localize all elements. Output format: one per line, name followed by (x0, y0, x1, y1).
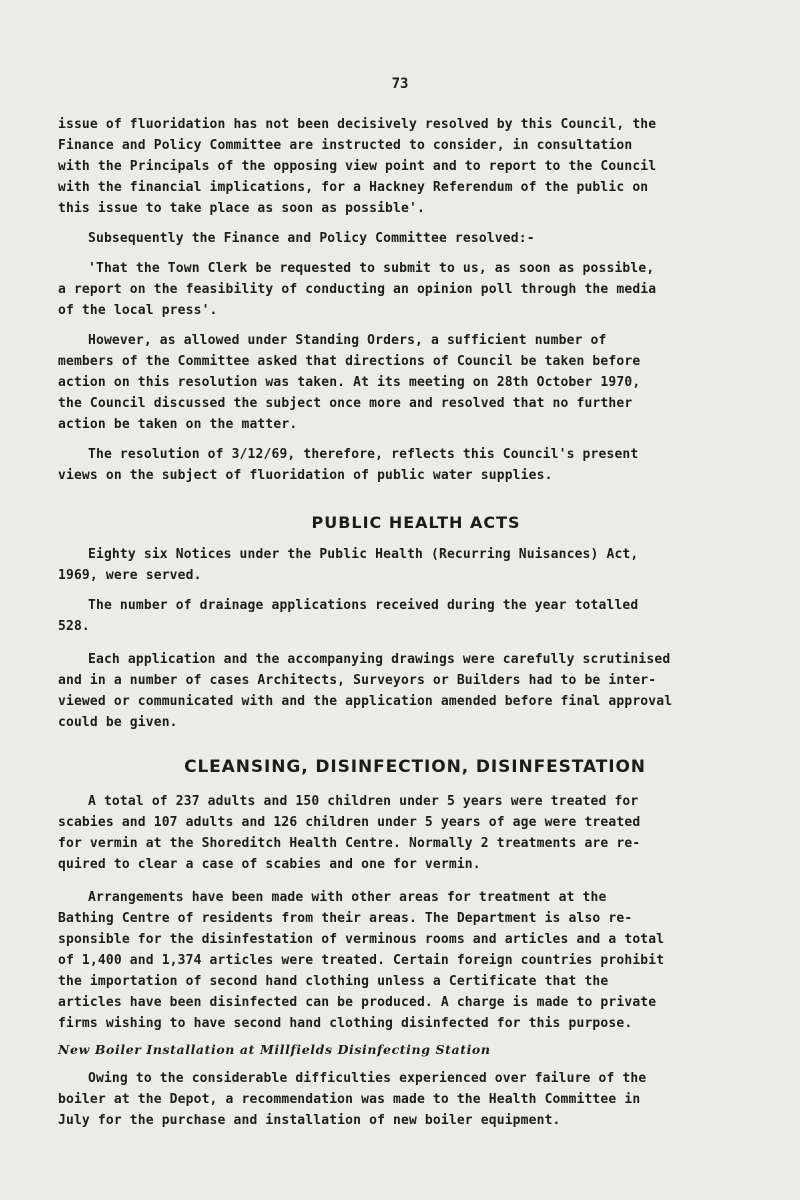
text-line: the Council discussed the subject once more and resolved that no further (58, 396, 633, 411)
text-line: July for the purchase and installation of new boiler equipment. (58, 1113, 561, 1128)
text-line: boiler at the Depot, a recommendation was made to the Health Committee in (58, 1092, 641, 1107)
text-line: views on the subject of fluoridation of public water supplies. (58, 468, 553, 483)
text-line: for vermin at the Shoreditch Health Centre. Normally 2 treatments are re- (58, 836, 641, 851)
text-line: could be given. (58, 715, 178, 730)
page-number: 73 (391, 76, 409, 92)
text-line: of 1,400 and 1,374 articles were treated. Certain foreign countries prohibit (58, 953, 665, 968)
text-line: Finance and Policy Committee are instructed to consider, in consultation (58, 138, 633, 153)
heading-cleansing: CLEANSING, DISINFECTION, DISINFESTATION (184, 757, 646, 777)
text-line: 1969, were served. (58, 568, 202, 583)
text-line: viewed or communicated with and the application amended before final approval (58, 694, 673, 709)
paragraph-applications (58, 649, 770, 733)
text-line: The resolution of 3/12/69, therefore, reflects this Council's present (88, 447, 639, 462)
text-line: 'That the Town Clerk be requested to submit to us, as soon as possible, (88, 261, 655, 276)
text-line: Arrangements have been made with other areas for treatment at the (88, 890, 607, 905)
document-body (58, 114, 770, 1131)
text-line: articles have been disinfected can be produced. A charge is made to private (58, 995, 657, 1010)
text-line: Eighty six Notices under the Public Health (Recurring Nuisances) Act, (88, 547, 639, 562)
text-line: Subsequently the Finance and Policy Committee resolved:- (88, 231, 535, 246)
text-line: The number of drainage applications received during the year totalled (88, 598, 639, 613)
text-line: action on this resolution was taken. At its meeting on 28th October 1970, (58, 375, 641, 390)
paragraph-arrangements (58, 887, 770, 1034)
paragraph-standing-orders (58, 330, 770, 435)
heading-public-health-acts: PUBLIC HEALTH ACTS (311, 513, 521, 532)
text-line: action be taken on the matter. (58, 417, 298, 432)
text-line: with the Principals of the opposing view point and to report to the Council (58, 159, 657, 174)
paragraph-committee-resolved (58, 228, 770, 249)
paragraph-scabies (58, 791, 770, 875)
text-line: quired to clear a case of scabies and one for vermin. (58, 857, 481, 872)
text-line: sponsible for the disinfestation of verminous rooms and articles and a total (58, 932, 665, 947)
text-line: firms wishing to have second hand clothing disinfected for this purpose. (58, 1016, 633, 1031)
text-line: 528. (58, 619, 90, 634)
text-line: Owing to the considerable difficulties experienced over failure of the (88, 1071, 647, 1086)
text-line: a report on the feasibility of conducting an opinion poll through the media (58, 282, 657, 297)
text-line: A total of 237 adults and 150 children under 5 years were treated for (88, 794, 639, 809)
text-line: scabies and 107 adults and 126 children under 5 years of age were treated (58, 815, 641, 830)
text-line: with the financial implications, for a Hackney Referendum of the public on (58, 180, 649, 195)
text-line: Each application and the accompanying drawings were carefully scrutinised (88, 652, 671, 667)
text-line: of the local press'. (58, 303, 218, 318)
paragraph-boiler (58, 1068, 770, 1131)
paragraph-town-clerk (58, 258, 770, 321)
text-line: issue of fluoridation has not been decisively resolved by this Council, the (58, 117, 657, 132)
text-line: and in a number of cases Architects, Surveyors or Builders had to be inter- (58, 673, 657, 688)
text-line: members of the Committee asked that directions of Council be taken before (58, 354, 641, 369)
paragraph-fluoridation-issue (58, 114, 770, 219)
text-line: the importation of second hand clothing unless a Certificate that the (58, 974, 609, 989)
subheading-boiler-installation: New Boiler Installation at Millfields Disinfecting Station (58, 1042, 491, 1057)
paragraph-resolution (58, 444, 770, 486)
text-line: However, as allowed under Standing Orders, a sufficient number of (88, 333, 607, 348)
text-line: Bathing Centre of residents from their areas. The Department is also re- (58, 911, 633, 926)
text-line: this issue to take place as soon as possible'. (58, 201, 425, 216)
paragraph-drainage (58, 595, 770, 637)
paragraph-notices (58, 544, 770, 586)
